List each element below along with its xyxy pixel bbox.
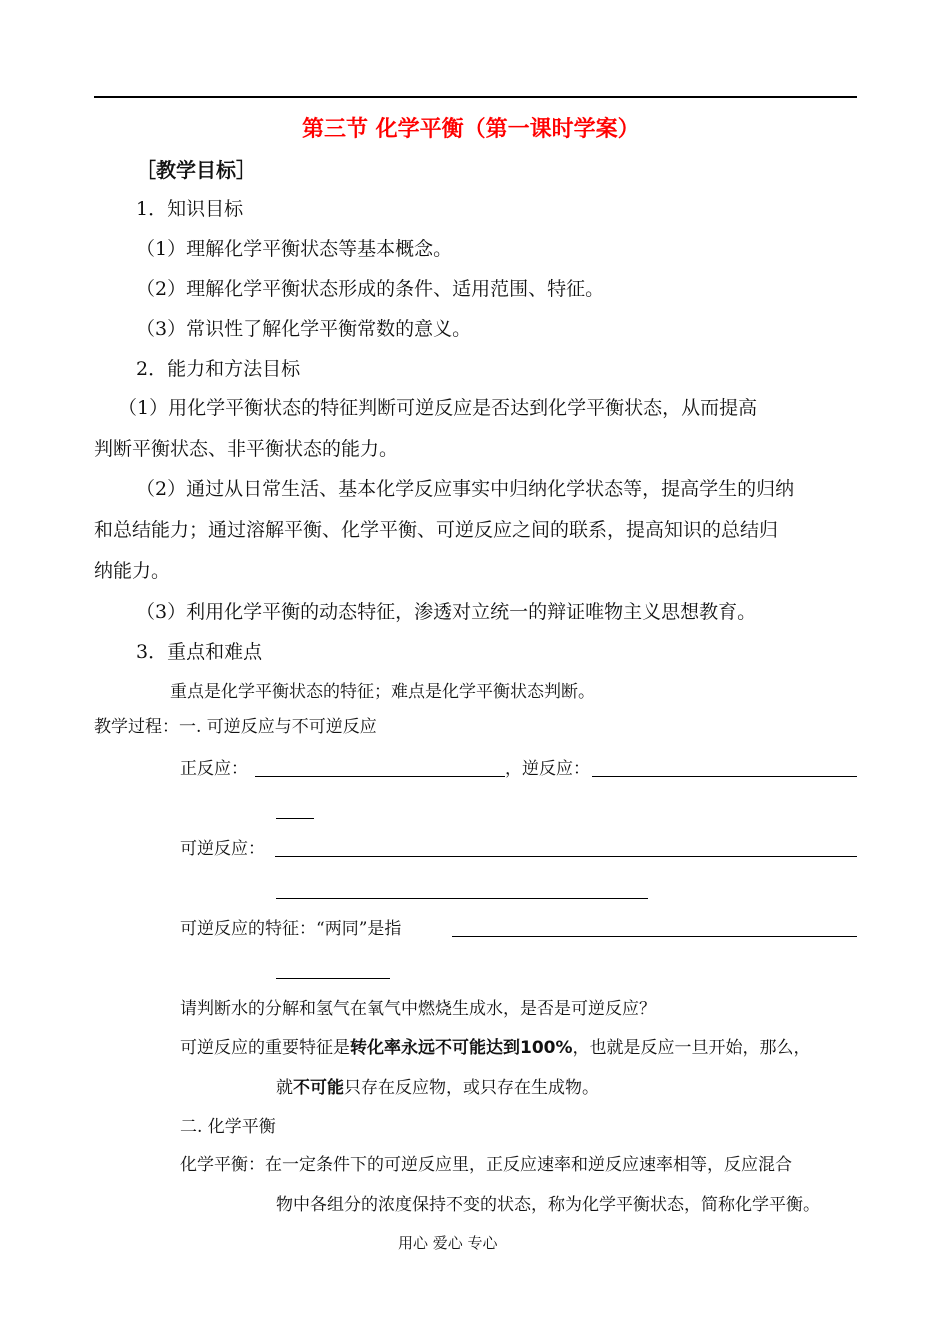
forward-reaction-label: 正反应： (180, 759, 248, 779)
section-2-heading: 二. 化学平衡 (180, 1117, 276, 1137)
ability-item-1-line-2: 判断平衡状态、非平衡状态的能力。 (94, 438, 399, 460)
knowledge-item-2: （2）理解化学平衡状态形成的条件、适用范围、特征。 (136, 278, 605, 300)
teaching-process-heading: 教学过程：一. 可逆反应与不可逆反应 (94, 717, 377, 737)
reverse-reaction-label: ，逆反应： (505, 759, 590, 779)
page-footer: 用心 爱心 专心 (398, 1234, 498, 1252)
key-points-heading: 3．重点和难点 (136, 641, 263, 663)
knowledge-item-1: （1）理解化学平衡状态等基本概念。 (136, 238, 453, 260)
reversible-feature-blank-continued (276, 978, 390, 979)
ability-item-2-line-2: 和总结能力；通过溶解平衡、化学平衡、可逆反应之间的联系，提高知识的总结归 (94, 519, 779, 541)
reversible-feature-blank (452, 936, 857, 937)
reversible-reaction-label: 可逆反应： (180, 839, 265, 859)
reverse-reaction-blank-continued (276, 818, 314, 819)
impossible-bold: 不可能 (293, 1078, 344, 1098)
reversible-reaction-blank (275, 856, 857, 857)
definition-line-2: 物中各组分的浓度保持不变的状态，称为化学平衡状态，简称化学平衡。 (276, 1195, 820, 1215)
header-rule (94, 96, 857, 98)
ability-item-3: （3）利用化学平衡的动态特征，渗透对立统一的辩证唯物主义思想教育。 (136, 601, 757, 623)
ability-item-1-line-1: （1）用化学平衡状态的特征判断可逆反应是否达到化学平衡状态，从而提高 (118, 397, 758, 419)
knowledge-item-3: （3）常识性了解化学平衡常数的意义。 (136, 318, 472, 340)
ability-item-2-line-1: （2）通过从日常生活、基本化学反应事实中归纳化学状态等，提高学生的归纳 (136, 478, 795, 500)
ability-objectives-heading: 2．能力和方法目标 (136, 358, 301, 380)
page-title: 第三节 化学平衡（第一课时学案） (302, 117, 640, 142)
knowledge-objectives-heading: 1．知识目标 (136, 198, 244, 220)
objectives-heading: ［教学目标］ (136, 158, 256, 182)
important-feature-bold: 转化率永远不可能达到100% (350, 1038, 573, 1058)
definition-line-1: 化学平衡：在一定条件下的可逆反应里，正反应速率和逆反应速率相等，反应混合 (180, 1155, 792, 1175)
key-points-text: 重点是化学平衡状态的特征；难点是化学平衡状态判断。 (170, 682, 595, 702)
important-feature-line: 可逆反应的重要特征是转化率永远不可能达到100%，也就是反应一旦开始，那么， (180, 1038, 811, 1058)
ability-item-2-line-3: 纳能力。 (94, 560, 171, 582)
reversible-feature-label: 可逆反应的特征：“两同”是指 (180, 919, 402, 939)
forward-reaction-blank (255, 776, 505, 777)
reversible-reaction-blank-continued (276, 898, 648, 899)
question-text: 请判断水的分解和氢气在氧气中燃烧生成水，是否是可逆反应？ (180, 999, 656, 1019)
important-feature-line-2: 就不可能只存在反应物，或只存在生成物。 (276, 1078, 599, 1098)
reverse-reaction-blank (592, 776, 857, 777)
